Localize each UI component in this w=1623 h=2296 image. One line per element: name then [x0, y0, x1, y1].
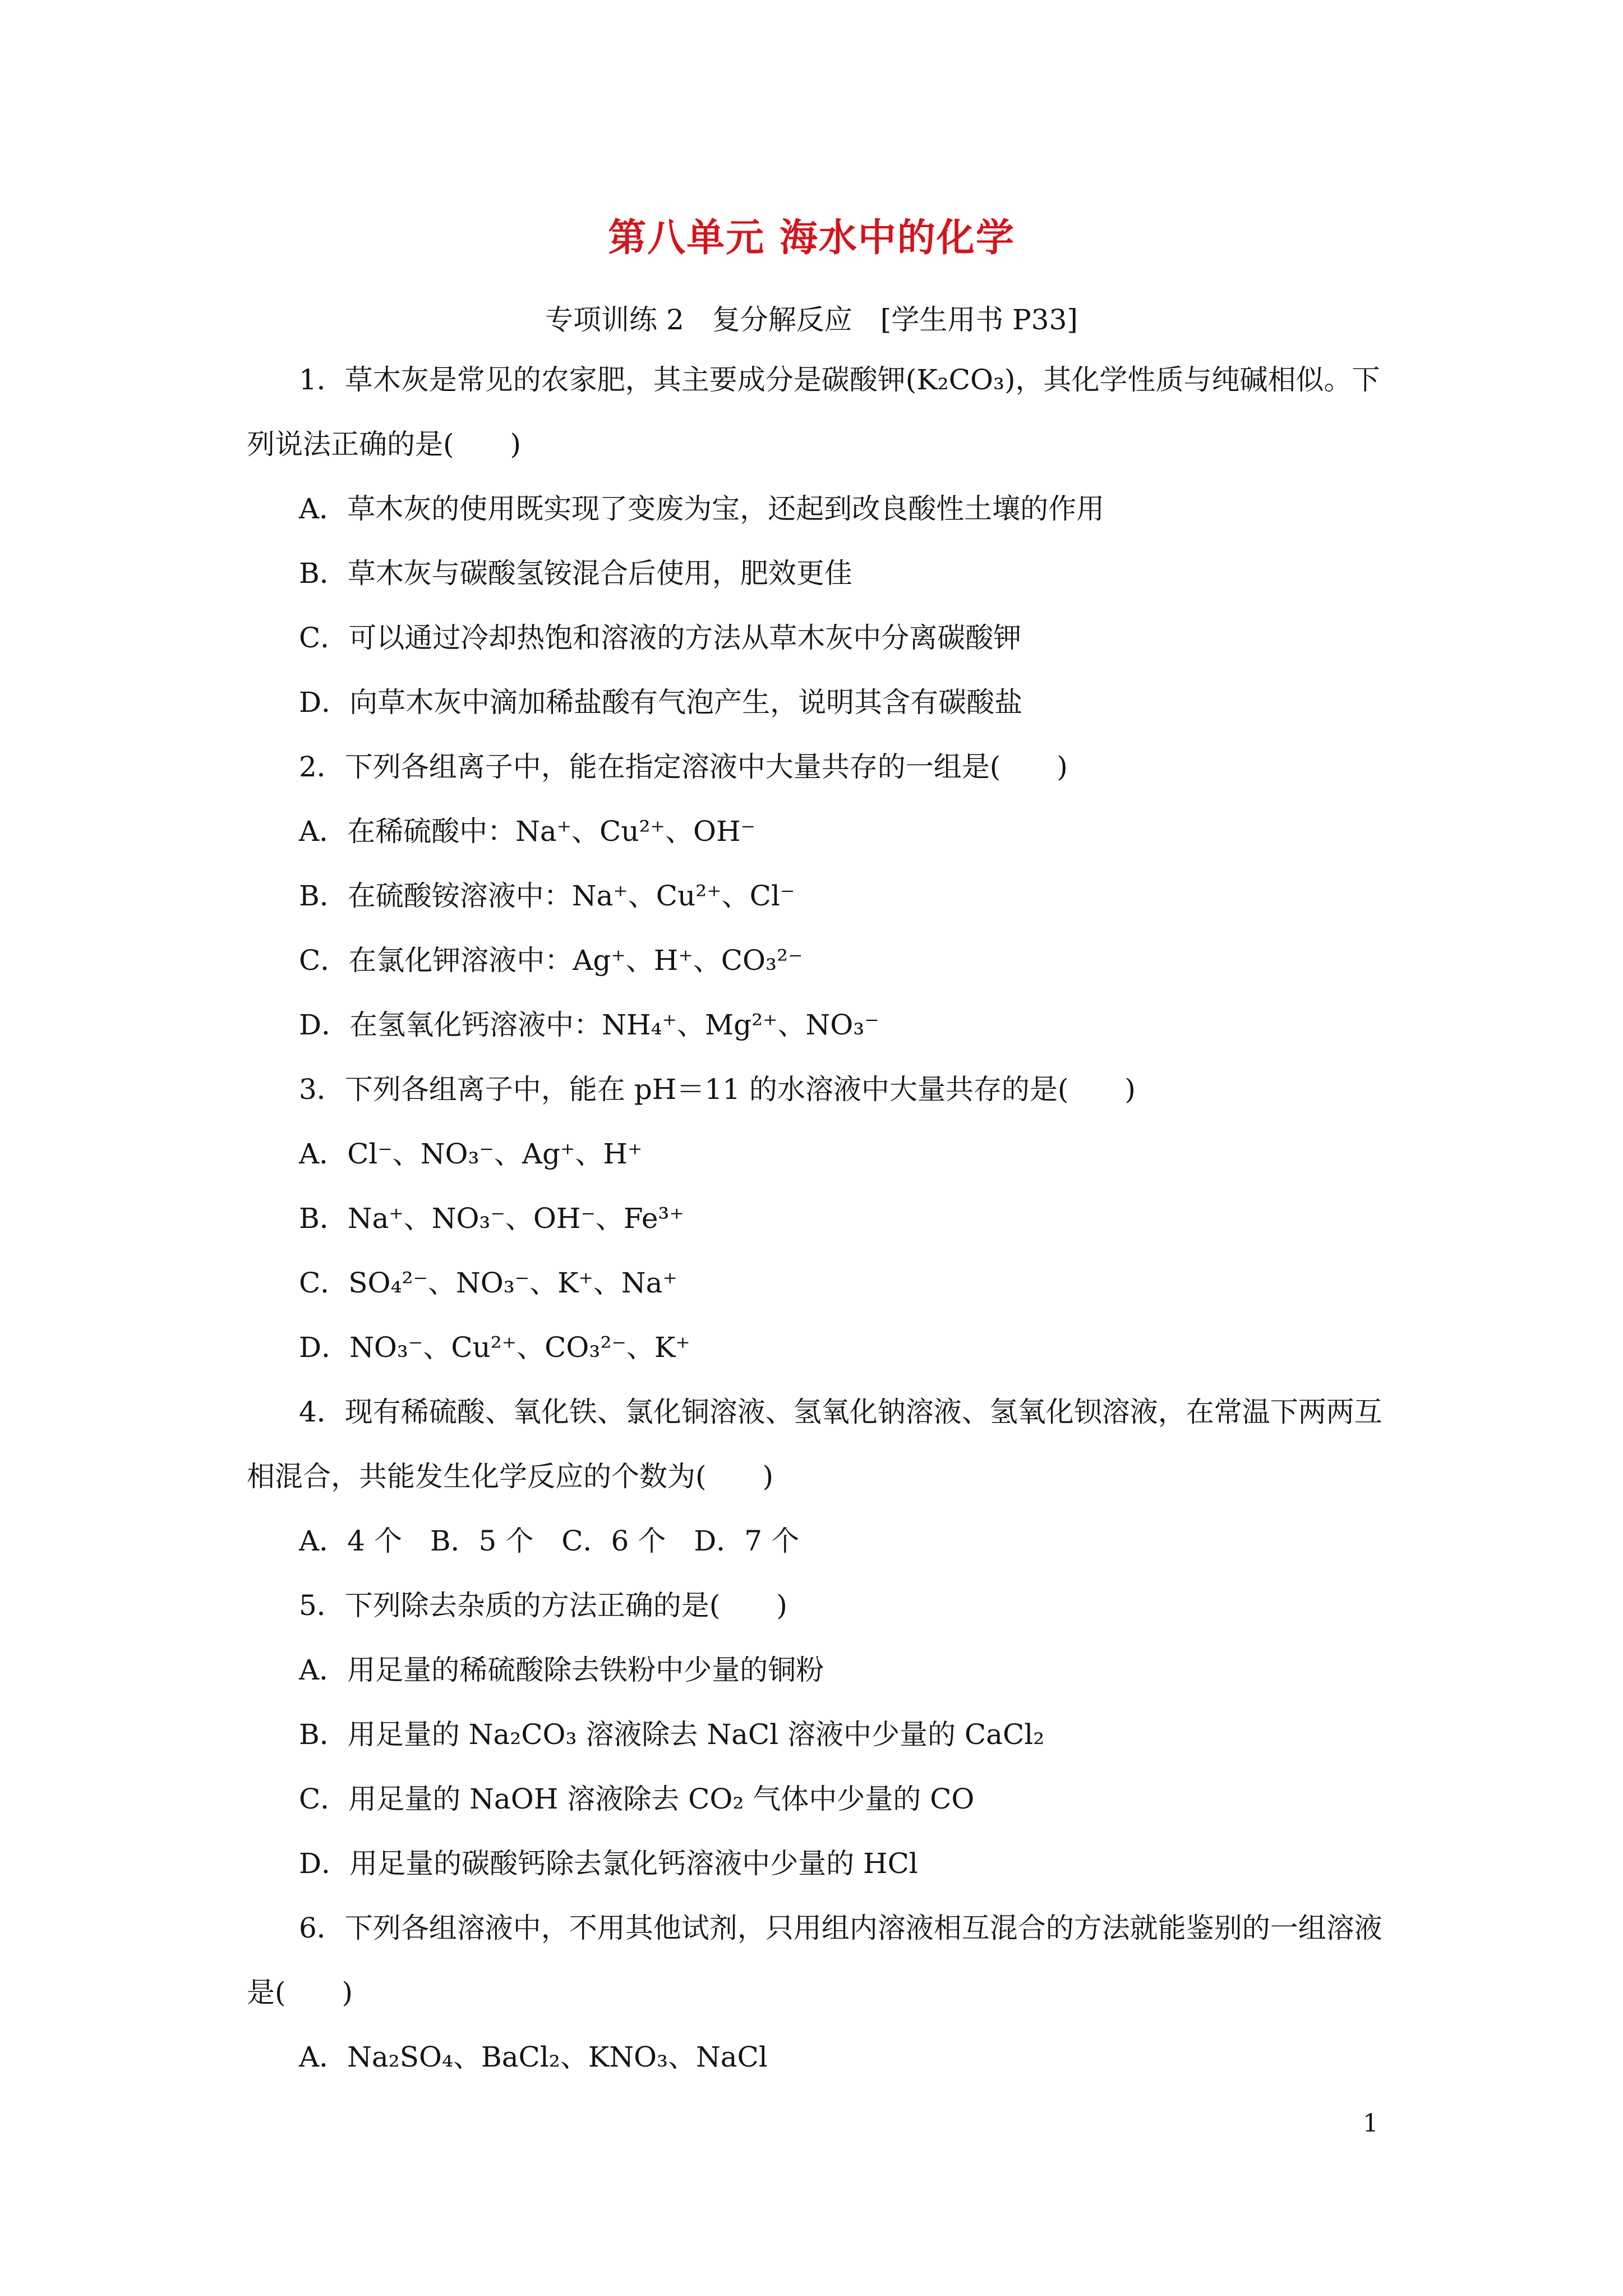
option-a: A．Cl⁻、NO₃⁻、Ag⁺、H⁺ — [299, 1138, 643, 1170]
question-2 — [247, 735, 1391, 1057]
page-title: 第八单元 海水中的化学 — [608, 216, 1015, 260]
page-number: 1 — [1363, 2109, 1378, 2138]
question-stem: 5．下列除去杂质的方法正确的是( ) — [299, 1589, 787, 1622]
option-b: B．用足量的 Na₂CO₃ 溶液除去 NaCl 溶液中少量的 CaCl₂ — [299, 1718, 1045, 1751]
option-row: A．4 个 B．5 个 C．6 个 D．7 个 — [299, 1525, 800, 1557]
question-5 — [247, 1573, 1391, 1896]
option-d: D．在氢氧化钙溶液中：NH₄⁺、Mg²⁺、NO₃⁻ — [299, 1009, 879, 1041]
option-b: B．草木灰与碳酸氢铵混合后使用，肥效更佳 — [299, 557, 852, 590]
question-stem: 4．现有稀硫酸、氧化铁、氯化铜溶液、氢氧化钠溶液、氢氧化钡溶液，在常温下两两互相混合，共能发生化学反应的个数为( ) — [247, 1396, 1382, 1493]
option-c: C．SO₄²⁻、NO₃⁻、K⁺、Na⁺ — [299, 1267, 677, 1299]
option-a: A．在稀硫酸中：Na⁺、Cu²⁺、OH⁻ — [299, 815, 755, 848]
option-d: D．NO₃⁻、Cu²⁺、CO₃²⁻、K⁺ — [299, 1331, 690, 1364]
question-stem: 1．草木灰是常见的农家肥，其主要成分是碳酸钾(K₂CO₃)，其化学性质与纯碱相似。下列说法正确的是( ) — [247, 364, 1380, 461]
option-a: A．Na₂SO₄、BaCl₂、KNO₃、NaCl — [299, 2041, 768, 2073]
question-6 — [247, 1896, 1391, 2090]
option-b: B．Na⁺、NO₃⁻、OH⁻、Fe³⁺ — [299, 1202, 684, 1235]
question-stem: 3．下列各组离子中，能在 pH＝11 的水溶液中大量共存的是( ) — [299, 1073, 1136, 1106]
question-4 — [247, 1380, 1391, 1573]
option-d: D．向草木灰中滴加稀盐酸有气泡产生，说明其含有碳酸盐 — [299, 686, 1023, 719]
option-c: C．用足量的 NaOH 溶液除去 CO₂ 气体中少量的 CO — [299, 1783, 975, 1815]
option-a: A．用足量的稀硫酸除去铁粉中少量的铜粉 — [299, 1654, 824, 1686]
option-b: B．在硫酸铵溶液中：Na⁺、Cu²⁺、Cl⁻ — [299, 880, 795, 912]
question-list — [247, 348, 1391, 2090]
question-3 — [247, 1057, 1391, 1380]
question-stem: 2．下列各组离子中，能在指定溶液中大量共存的一组是( ) — [299, 751, 1068, 783]
question-1 — [247, 348, 1391, 735]
option-c: C．可以通过冷却热饱和溶液的方法从草木灰中分离碳酸钾 — [299, 622, 1022, 654]
option-a: A．草木灰的使用既实现了变废为宝，还起到改良酸性土壤的作用 — [299, 493, 1105, 525]
question-stem: 6．下列各组溶液中，不用其他试剂，只用组内溶液相互混合的方法就能鉴别的一组溶液是( ) — [247, 1912, 1382, 2009]
option-d: D．用足量的碳酸钙除去氯化钙溶液中少量的 HCl — [299, 1847, 918, 1880]
option-c: C．在氯化钾溶液中：Ag⁺、H⁺、CO₃²⁻ — [299, 944, 803, 977]
page-subtitle: 专项训练 2 复分解反应 [学生用书 P33] — [545, 303, 1078, 336]
